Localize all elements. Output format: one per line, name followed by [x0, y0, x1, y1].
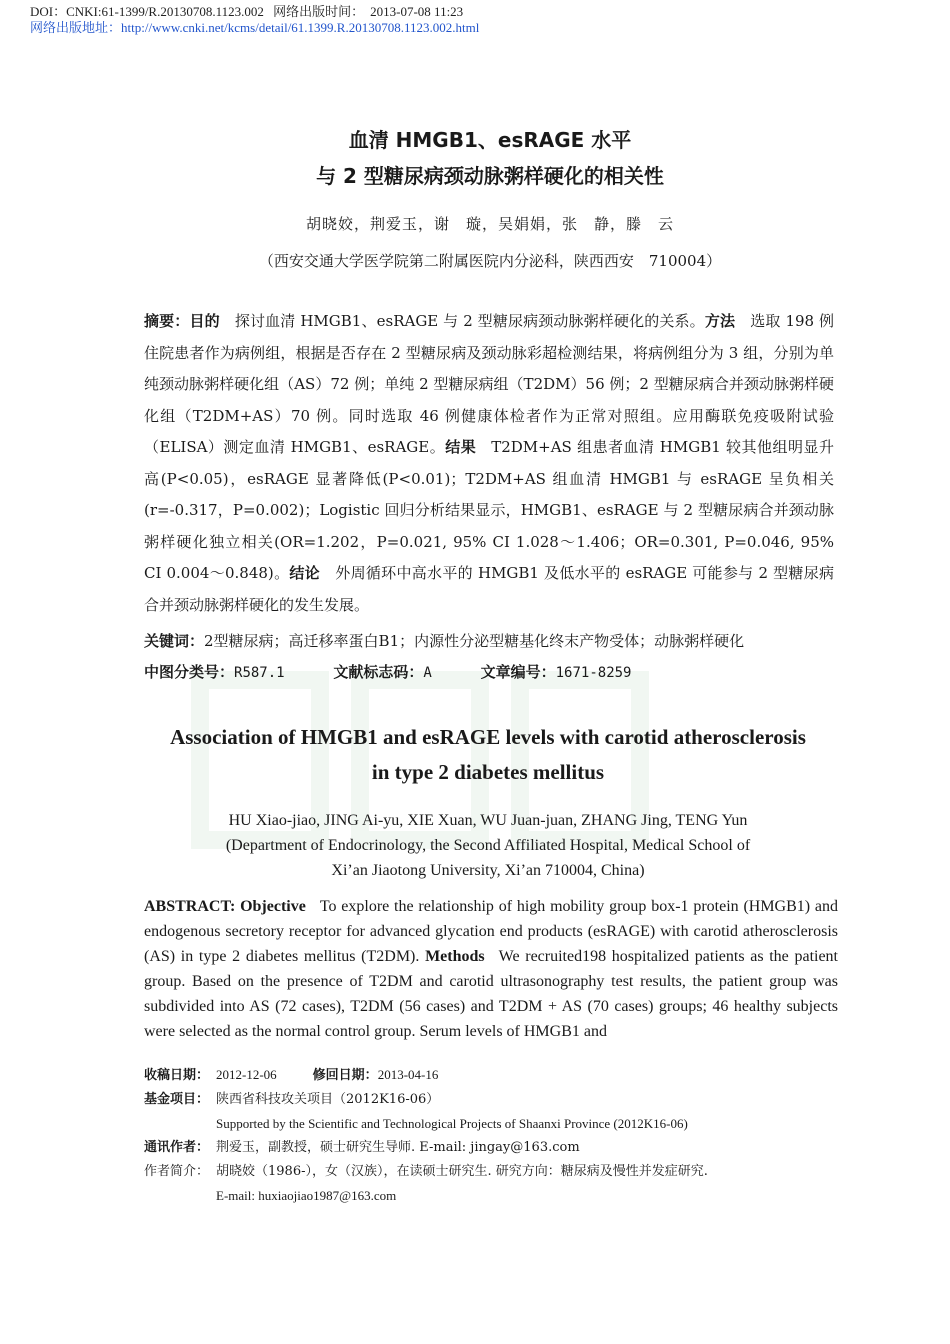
- authors-cn: 胡晓姣，荆爱玉，谢 璇，吴娟娟，张 静，滕 云: [305, 215, 674, 233]
- methods-en-label: Methods: [425, 948, 485, 965]
- fund-label: 基金项目：: [144, 1092, 210, 1107]
- objective-cn: 探讨血清 HMGB1、esRAGE 与 2 型糖尿病颈动脉粥样硬化的关系。: [234, 312, 705, 330]
- bio-row: [144, 1160, 708, 1184]
- classification-line: [144, 658, 675, 687]
- article-no-label: 文章编号：: [480, 663, 556, 681]
- keywords-label: 关键词：: [144, 632, 205, 650]
- conclusion-cn-label: 结论: [289, 564, 320, 582]
- objective-en: To explore the relationship of high mobility group box-1 protein (HMGB1) and endogenous secretory receptor for advanced glycation end products (esRAGE) with carotid atherosclerosis (AS) in type 2 diabetes mellitus (T2DM).: [144, 898, 838, 965]
- revised-label: 修回日期：: [312, 1068, 378, 1083]
- doi-line: [30, 4, 469, 20]
- methods-cn-label: 方法: [704, 312, 736, 330]
- revised-date: 2013-04-16: [377, 1067, 439, 1082]
- authors-en-block: [0, 808, 950, 883]
- methods-cn: 选取 198 例住院患者作为病例组，根据是否存在 2 型糖尿病及颈动脉彩超检测结果，将病例组分为 3 组，分别为单纯颈动脉粥样硬化组（AS）72 例；单纯 2 型糖尿病组（T2DM）56 例；2 型糖尿病合并颈动脉粥样硬化组（T2DM+AS）70 例。同时选取 46 例健康体检者作为正常对照组。应用酶联免疫吸附试验（ELISA）测定血清 HMGB1、esRAGE。: [144, 312, 834, 456]
- methods-en: We recruited198 hospitalized patients as the patient group. Based on the presence of T2DM and carotid ultrasonography test results, the patient group was subdivided into AS (72 cases), T2DM (56 cases) and T2DM + AS (70 cases) groups; 46 healthy subjects were selected as the normal control group. Serum levels of HMGB1 and: [144, 948, 839, 1040]
- title-cn-line1: 血清 HMGB1、esRAGE 水平: [348, 128, 632, 152]
- pub-time-label: 网络出版时间：: [273, 4, 365, 19]
- corr-text: 荆爱玉，副教授，硕士研究生导师. E-mail: jingay@163.com: [216, 1140, 580, 1155]
- clc-value: R587.1: [234, 665, 285, 681]
- url-label: 网络出版地址：: [30, 20, 122, 35]
- bio-text: 胡晓姣（1986-），女（汉族），在读硕士研究生. 研究方向：糖尿病及慢性并发症研究.: [216, 1164, 708, 1179]
- keywords-text: 2型糖尿病；高迁移率蛋白B1；内源性分泌型糖基化终末产物受体；动脉粥样硬化: [204, 632, 745, 650]
- clc-label: 中图分类号：: [144, 663, 235, 681]
- title-en-line2: in type 2 diabetes mellitus: [371, 760, 605, 784]
- doc-code-label: 文献标志码：: [333, 663, 424, 681]
- results-cn-label: 结果: [445, 438, 477, 456]
- url-link[interactable]: http://www.cnki.net/kcms/detail/61.1399.R.20130708.1123.002.html: [121, 20, 480, 35]
- abstract-en-label: ABSTRACT: Objective: [144, 898, 306, 915]
- fund-row: [144, 1088, 708, 1112]
- objective-cn-label: 目的: [189, 312, 220, 330]
- footnotes: [144, 1063, 708, 1208]
- fund-cn: 陕西省科技攻关项目（2012K16-06）: [216, 1092, 440, 1107]
- abstract-en: [144, 894, 838, 1044]
- received-date: 2012-12-06: [216, 1067, 277, 1082]
- corr-label: 通讯作者：: [144, 1140, 210, 1155]
- doi-text: DOI：CNKI:61-1399/R.20130708.1123.002: [30, 4, 264, 19]
- fund-en: Supported by the Scientific and Technological Projects of Shaanxi Province (2012K16-06): [216, 1116, 688, 1131]
- results-cn: T2DM+AS 组患者血清 HMGB1 较其他组明显升高(P<0.05)，esRAGE 显著降低(P<0.01)；T2DM+AS 组血清 HMGB1 与 esRAGE 呈负相关(r=-0.317，P=0.002)；Logistic 回归分析结果显示，HMGB1、esRAGE 与 2 型糖尿病合并颈动脉粥样硬化独立相关(OR=1.202，P=0.021, 95% CI 1.028～1.406；OR=0.301, P=0.046, 95% CI 0.004～0.848)。: [144, 438, 834, 582]
- affiliation-en-line2: Xi’an Jiaotong University, Xi’an 710004, China): [331, 862, 645, 879]
- affiliation-cn: （西安交通大学医学院第二附属医院内分泌科，陕西西安 710004）: [258, 252, 722, 270]
- article-no-value: 1671-8259: [555, 665, 632, 681]
- authors-en: HU Xiao-jiao, JING Ai-yu, XIE Xuan, WU Juan-juan, ZHANG Jing, TENG Yun: [228, 812, 748, 829]
- title-cn-line2: 与 2 型糖尿病颈动脉粥样硬化的相关性: [316, 164, 664, 188]
- bio-email: E-mail: huxiaojiao1987@163.com: [216, 1188, 397, 1203]
- received-label: 收稿日期：: [144, 1068, 210, 1083]
- corr-row: [144, 1136, 708, 1160]
- bio-label: 作者简介：: [144, 1164, 210, 1179]
- pub-time: 2013-07-08 11:23: [370, 4, 464, 19]
- url-line: [30, 20, 479, 36]
- affiliation-en-line1: (Department of Endocrinology, the Second Affiliated Hospital, Medical School of: [225, 837, 751, 854]
- title-en-line1: Association of HMGB1 and esRAGE levels with carotid atherosclerosis: [170, 725, 806, 749]
- abstract-cn: [144, 306, 834, 621]
- abstract-cn-label: 摘要：: [144, 312, 190, 330]
- doc-code-value: A: [423, 665, 432, 681]
- conclusion-cn: 外周循环中高水平的 HMGB1 及低水平的 esRAGE 可能参与 2 型糖尿病合并颈动脉粥样硬化的发生发展。: [144, 564, 834, 614]
- dates-row: [144, 1063, 708, 1088]
- keywords: [144, 626, 744, 657]
